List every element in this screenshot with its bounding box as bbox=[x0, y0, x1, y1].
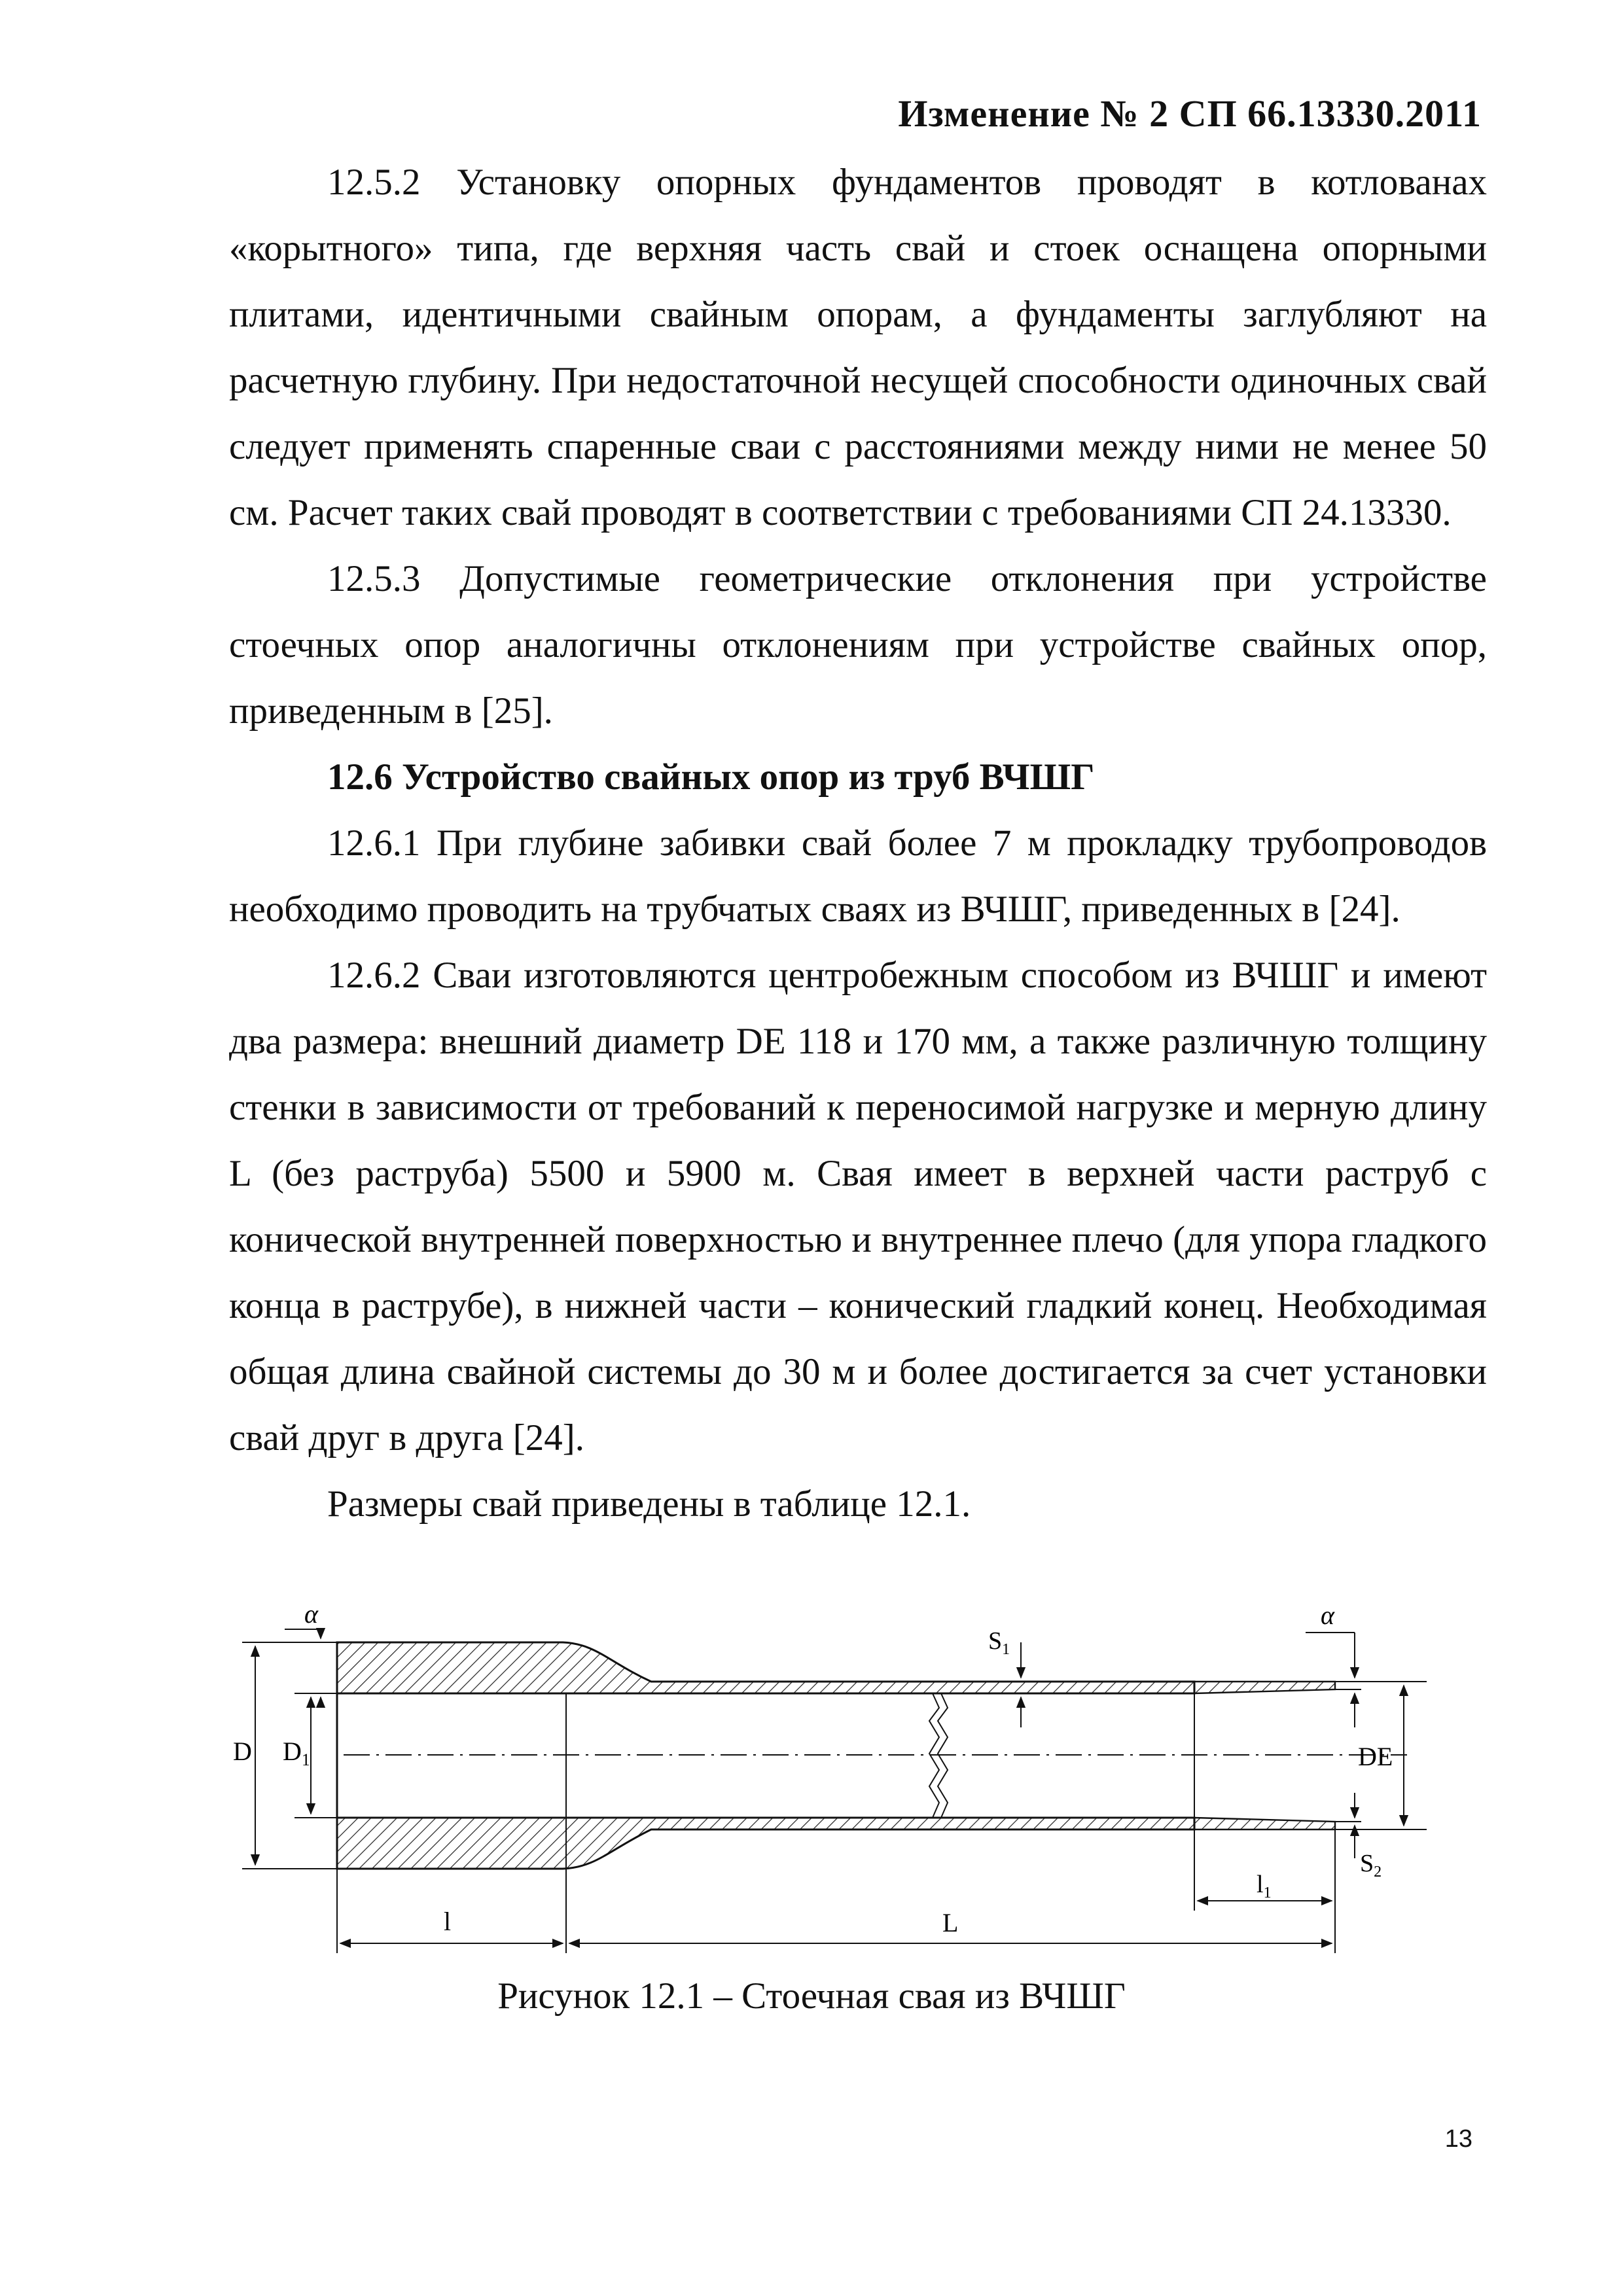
paragraph-12-6-1: 12.6.1 При глубине забивки свай более 7 м прокладку трубопроводов необходимо проводить на трубчатых сваях из ВЧШГ, приведенных в [24]. bbox=[229, 822, 1487, 930]
label-d1: $D_1$ bbox=[283, 1737, 310, 1769]
spigot-wall-top bbox=[1194, 1682, 1335, 1693]
label-l: l bbox=[444, 1907, 452, 1936]
bell-wall-bottom bbox=[337, 1818, 1194, 1869]
paragraph-12-5-3: 12.5.3 Допустимые геометрические отклонения при устройстве стоечных опор аналогичны отклонениям при устройстве свайных опор, приведенным в [25]. bbox=[229, 558, 1487, 732]
paragraph-12-5-2: 12.5.2 Установку опорных фундаментов проводят в котлованах «корытного» типа, где верхняя часть свай и стоек оснащена опорными плитами, идентичными свайным опорам, а фундаменты заглубляют на расчетную глубину. При недостаточной несущей способности одиночных свай следует применять спаренные сваи с расстояниями между ними не менее 50 см. Расчет таких свай проводят в соответствии с требованиями СП 24.13330. bbox=[229, 162, 1487, 533]
spigot-wall-bottom bbox=[1194, 1818, 1335, 1829]
section-title: 12.6 Устройство свайных опор из труб ВЧШГ bbox=[327, 756, 1095, 798]
label-d: D bbox=[233, 1737, 252, 1766]
figure-caption: Рисунок 12.1 – Стоечная свая из ВЧШГ bbox=[497, 1975, 1126, 2017]
page-number: 13 bbox=[1444, 2125, 1472, 2153]
label-s1: $S_1$ bbox=[988, 1627, 1010, 1658]
label-alpha-left: α bbox=[304, 1599, 318, 1629]
body-text bbox=[229, 149, 1487, 1537]
pile-drawing bbox=[229, 1597, 1472, 1989]
pile-drawing-svg bbox=[229, 1597, 1472, 1989]
label-alpha-right: α bbox=[1321, 1600, 1334, 1630]
label-s2: $S_2$ bbox=[1360, 1850, 1382, 1881]
bell-wall-top bbox=[337, 1642, 1194, 1693]
label-big-l: L bbox=[942, 1908, 959, 1937]
document-header: Изменение № 2 СП 66.13330.2011 bbox=[898, 92, 1482, 135]
table-reference: Размеры свай приведены в таблице 12.1. bbox=[327, 1483, 971, 1525]
paragraph-12-6-2: 12.6.2 Сваи изготовляются центробежным способом из ВЧШГ и имеют два размера: внешний диаметр DE 118 и 170 мм, а также различную толщину стенки в зависимости от требований к переносимой нагрузке и мерную длину L (без раструба) 5500 и 5900 м. Свая имеет в верхней части раструб с конической внутренней поверхностью и внутреннее плечо (для упора гладкого конца в раструбе), в нижней части – конический гладкий конец. Необходимая общая длина свайной системы до 30 м и более достигается за счет установки свай друг в друга [24]. bbox=[229, 955, 1487, 1458]
label-l1: $l_1$ bbox=[1257, 1871, 1272, 1901]
label-de: DE bbox=[1358, 1742, 1393, 1771]
